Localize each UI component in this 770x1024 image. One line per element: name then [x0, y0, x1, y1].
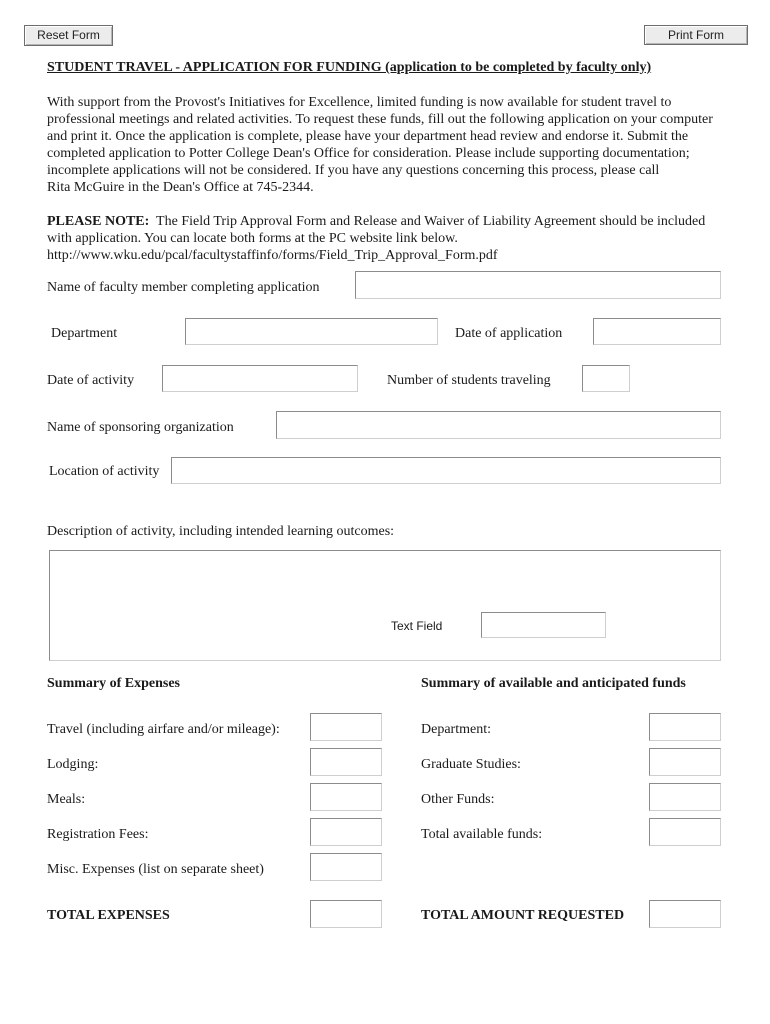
students-field[interactable]: [582, 365, 630, 392]
intro-paragraph: [47, 94, 747, 196]
date-activity-field[interactable]: [162, 365, 358, 392]
registration-label: Registration Fees:: [47, 827, 149, 842]
travel-field[interactable]: [310, 713, 382, 741]
meals-field[interactable]: [310, 783, 382, 811]
reset-form-button[interactable]: Reset Form: [24, 25, 113, 46]
total-requested-field[interactable]: [649, 900, 721, 928]
graduate-studies-label: Graduate Studies:: [421, 757, 521, 772]
intro-line: With support from the Provost's Initiatives for Excellence, limited funding is now available for student travel to: [47, 95, 672, 110]
date-application-label: Date of application: [455, 326, 563, 341]
location-field[interactable]: [171, 457, 721, 484]
misc-label: Misc. Expenses (list on separate sheet): [47, 862, 264, 877]
expenses-heading: Summary of Expenses: [47, 676, 181, 691]
intro-line: professional meetings and related activities. To request these funds, fill out the following application on your computer: [47, 112, 713, 127]
note-label: PLEASE NOTE:: [47, 214, 150, 229]
students-label: Number of students traveling: [387, 373, 551, 388]
funds-department-label: Department:: [421, 722, 491, 737]
location-label: Location of activity: [49, 464, 160, 479]
description-field[interactable]: [49, 550, 721, 661]
intro-line: completed application to Potter College Dean's Office for consideration. Please include supporting documentation;: [47, 146, 690, 161]
note-line-1: [47, 213, 757, 230]
total-available-field[interactable]: [649, 818, 721, 846]
total-expenses-field[interactable]: [310, 900, 382, 928]
lodging-field[interactable]: [310, 748, 382, 776]
note-line-2: with application. You can locate both forms at the PC website link below.: [47, 231, 458, 246]
note-text: The Field Trip Approval Form and Release and Waiver of Liability Agreement should be included: [149, 214, 706, 229]
text-field-label: Text Field: [391, 619, 443, 633]
other-funds-label: Other Funds:: [421, 792, 495, 807]
faculty-name-label: Name of faculty member completing application: [47, 280, 320, 295]
intro-line: incomplete applications will not be considered. If you have any questions concerning this process, please call: [47, 163, 660, 178]
text-field-input[interactable]: [481, 612, 606, 638]
total-available-label: Total available funds:: [421, 827, 543, 842]
funds-department-field[interactable]: [649, 713, 721, 741]
registration-field[interactable]: [310, 818, 382, 846]
funds-heading: Summary of available and anticipated funds: [421, 676, 686, 691]
total-requested-label: TOTAL AMOUNT REQUESTED: [421, 908, 625, 923]
faculty-name-field[interactable]: [355, 271, 721, 299]
note-link[interactable]: http://www.wku.edu/pcal/facultystaffinfo/forms/Field_Trip_Approval_Form.pdf: [47, 248, 498, 263]
print-form-button[interactable]: Print Form: [644, 25, 748, 45]
description-label: Description of activity, including intended learning outcomes:: [47, 524, 395, 539]
lodging-label: Lodging:: [47, 757, 99, 772]
note-paragraph: [47, 213, 757, 264]
department-field[interactable]: [185, 318, 438, 345]
intro-line: Rita McGuire in the Dean's Office at 745-2344.: [47, 180, 314, 195]
date-activity-label: Date of activity: [47, 373, 135, 388]
travel-label: Travel (including airfare and/or mileage):: [47, 722, 280, 737]
form-title: STUDENT TRAVEL - APPLICATION FOR FUNDING (application to be completed by faculty only): [47, 60, 652, 75]
department-label: Department: [51, 326, 118, 341]
sponsor-field[interactable]: [276, 411, 721, 439]
sponsor-label: Name of sponsoring organization: [47, 420, 234, 435]
total-expenses-label: TOTAL EXPENSES: [47, 908, 170, 923]
intro-line: and print it. Once the application is complete, please have your department head review and endorse it. Submit the: [47, 129, 689, 144]
other-funds-field[interactable]: [649, 783, 721, 811]
meals-label: Meals:: [47, 792, 86, 807]
misc-field[interactable]: [310, 853, 382, 881]
date-application-field[interactable]: [593, 318, 721, 345]
graduate-studies-field[interactable]: [649, 748, 721, 776]
